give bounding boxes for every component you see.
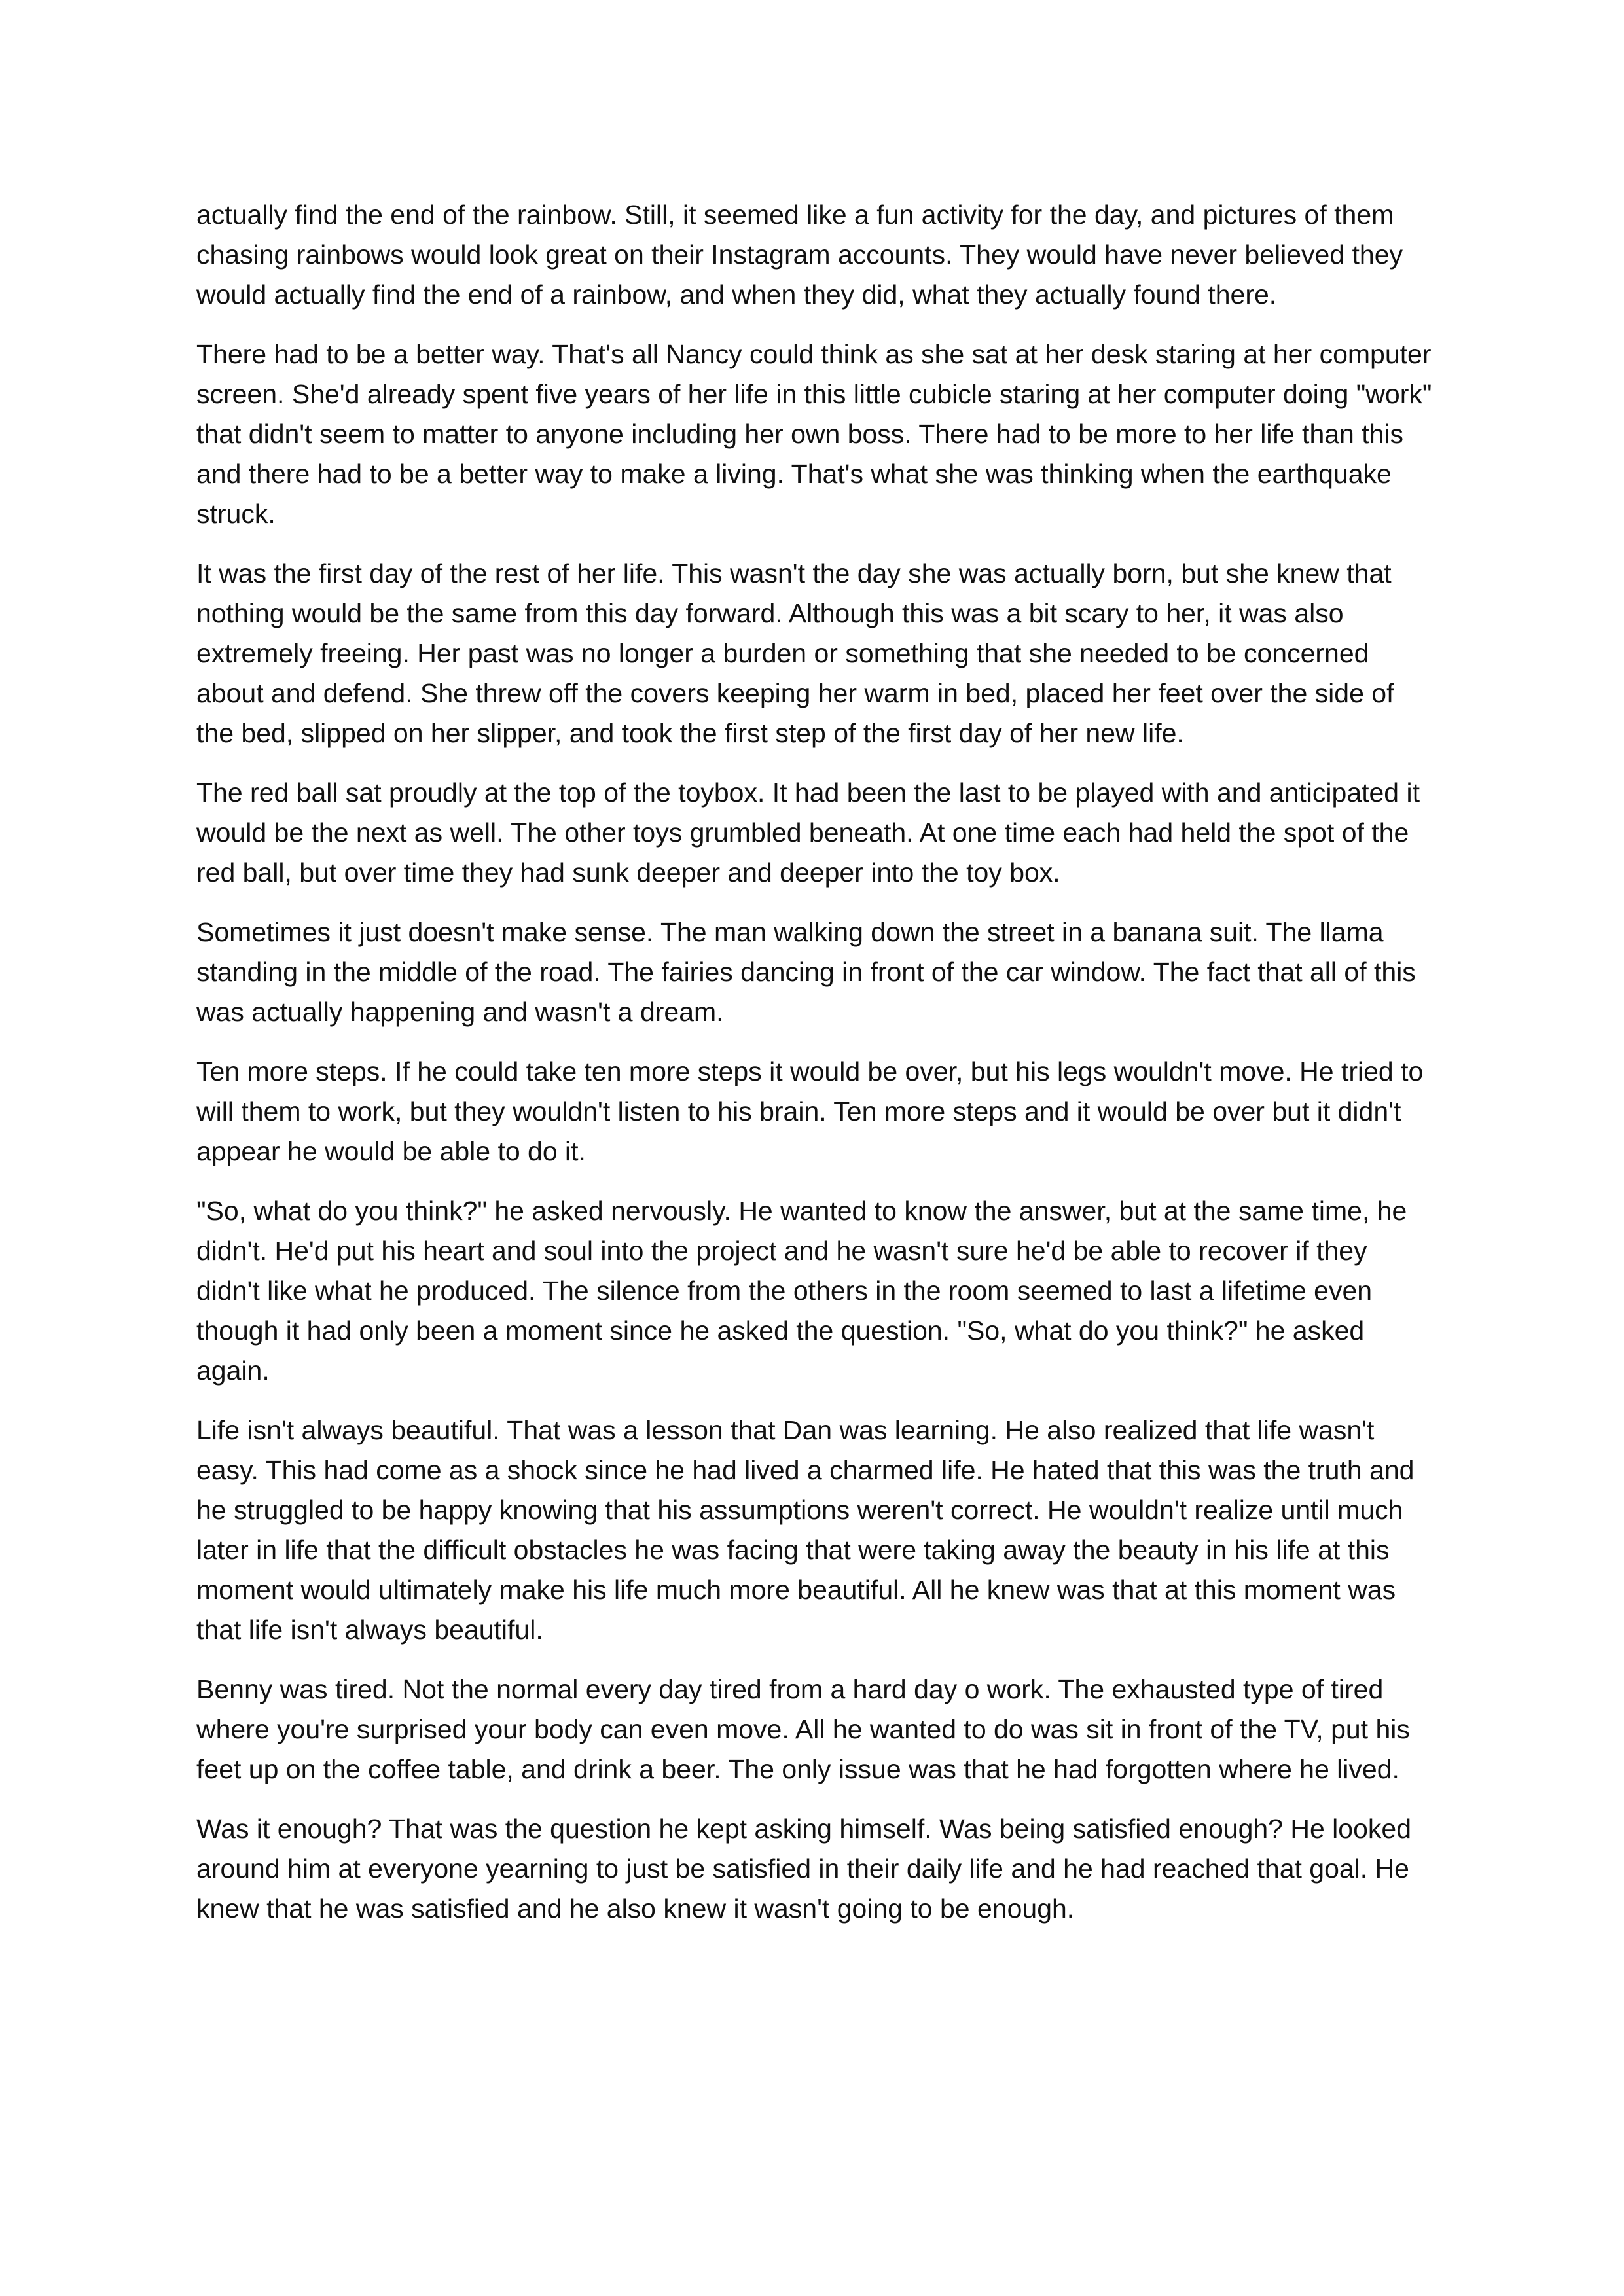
paragraph-7: "So, what do you think?" he asked nervously. He wanted to know the answer, but at the same time, he didn't. He'd put his heart and soul into the project and he wasn't sure he'd be able to recover if they didn't like what he produced. The silence from the others in the room seemed to last a lifetime even though it had only been a moment since he asked the question. "So, what do you think?" he asked again. — [196, 1196, 1407, 1386]
document-body — [196, 195, 1434, 1948]
paragraph-8: Life isn't always beautiful. That was a lesson that Dan was learning. He also realized that life wasn't easy. This had come as a shock since he had lived a charmed life. He hated that this was the truth and he struggled to be happy knowing that his assumptions weren't correct. He wouldn't realize until much later in life that the difficult obstacles he was facing that were taking away the beauty in his life at this moment would ultimately make his life much more beautiful. All he knew was that at this moment was that life isn't always beautiful. — [196, 1415, 1415, 1645]
paragraph-9: Benny was tired. Not the normal every day tired from a hard day o work. The exhausted type of tired where you're surprised your body can even move. All he wanted to do was sit in front of the TV, put his feet up on the coffee table, and drink a beer. The only issue was that he had forgotten where he lived. — [196, 1674, 1410, 1784]
paragraph-10: Was it enough? That was the question he kept asking himself. Was being satisfied enough? He looked around him at everyone yearning to just be satisfied in their daily life and he had reached that goal. He knew that he was satisfied and he also knew it wasn't going to be enough. — [196, 1814, 1411, 1924]
paragraph-5: Sometimes it just doesn't make sense. The man walking down the street in a banana suit. The llama standing in the middle of the road. The fairies dancing in front of the car window. The fact that all of this was actually happening and wasn't a dream. — [196, 917, 1416, 1027]
paragraph-4: The red ball sat proudly at the top of the toybox. It had been the last to be played with and anticipated it would be the next as well. The other toys grumbled beneath. At one time each had held the spot of the red ball, but over time they had sunk deeper and deeper into the toy box. — [196, 778, 1420, 888]
paragraph-2: There had to be a better way. That's all Nancy could think as she sat at her desk staring at her computer screen. She'd already spent five years of her life in this little cubicle staring at her computer doing "work" that didn't seem to matter to anyone including her own boss. There had to be more to her life than this and there had to be a better way to make a living. That's what she was thinking when the earthquake struck. — [196, 339, 1432, 529]
paragraph-1: actually find the end of the rainbow. Still, it seemed like a fun activity for the day, and pictures of them chasing rainbows would look great on their Instagram accounts. They would have never believed they would actually find the end of a rainbow, and when they did, what they actually found there. — [196, 200, 1403, 310]
paragraph-6: Ten more steps. If he could take ten more steps it would be over, but his legs wouldn't move. He tried to will them to work, but they wouldn't listen to his brain. Ten more steps and it would be over but it didn't appear he would be able to do it. — [196, 1056, 1424, 1166]
paragraph-3: It was the first day of the rest of her life. This wasn't the day she was actually born, but she knew that nothing would be the same from this day forward. Although this was a bit scary to her, it was also extremely freeing. Her past was no longer a burden or something that she needed to be concerned about and defend. She threw off the covers keeping her warm in bed, placed her feet over the side of the bed, slipped on her slipper, and took the first step of the first day of her new life. — [196, 558, 1394, 748]
